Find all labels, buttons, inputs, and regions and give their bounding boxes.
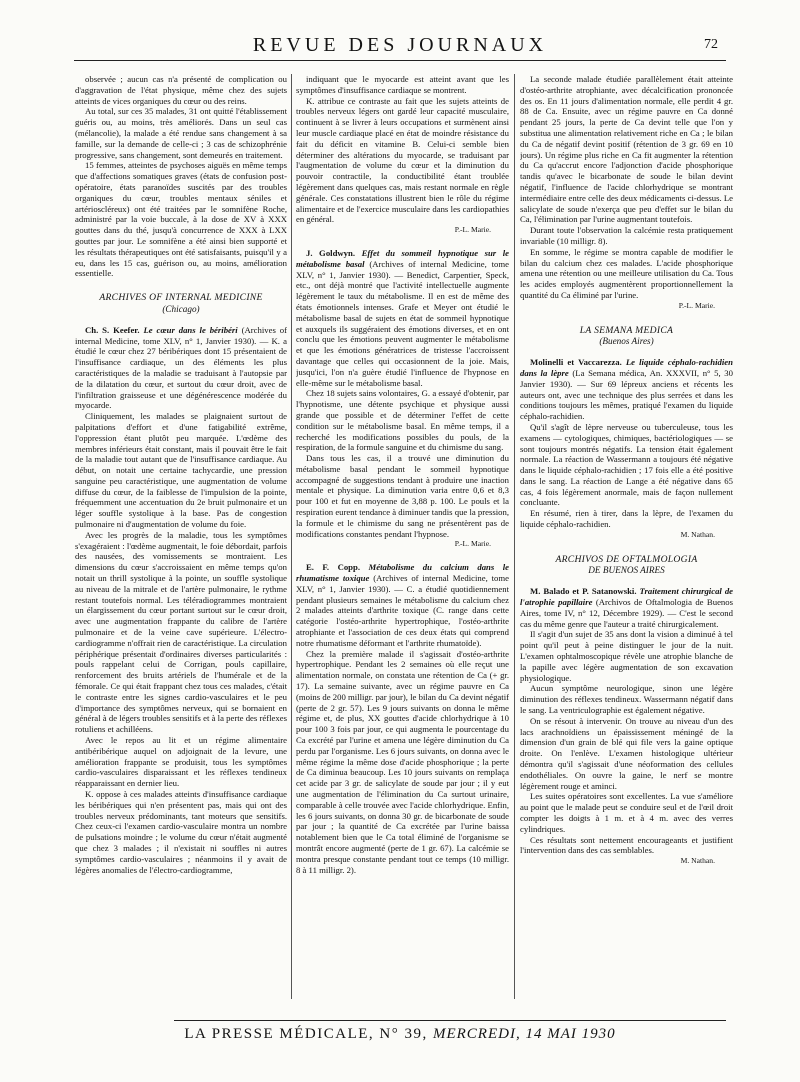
article-author: Molinelli et Vaccarezza. <box>530 357 622 368</box>
page-header <box>0 30 800 60</box>
article-title: Effet du sommeil hypnotique sur le métabolisme basal <box>296 247 509 269</box>
article-body: (La Semana médica, An. XXXVII, n° 5, 30 Janvier 1930). — Sur 69 lépreux anciens et récents les auteurs ont, avec une technique des plus serrées et dans les conditions toujours les mêmes, pratiqué l'examen du liquide céphalo-rachidien. <box>520 367 733 422</box>
paragraph: Chez la première malade il s'agissait d'ostéo-arthrite hypertrophique. Pendant les 2 semaines où elle reçut une alimentation normale, on constata une rétention de Ca (+ gr. 17). La semaine suivante, avec un régime pauvre en Ca (moins de 200 milligr. par jour), le bilan du Ca devint négatif (perte de 2 gr. 57). Les 9 jours suivants on donna le même régime et, de plus, XX gouttes d'acide chlorhydrique à 10 pour 100 3 fois par jour, ce qui augmenta le pourcentage du Ca excrété par l'urine et amena une légère diminution du Ca perdu par l'organisme. Les 6 jours suivants, on donna avec le même régime la même dose d'acide phosphorique ; la perte de Ca diminua beaucoup. Les 10 jours suivants on remplaça cet acide par 3 gr. de salicylate de soude par jour ; il y eut une augmentation de l'élimination du Ca surtout urinaire, comparable à celle trouvée avec l'acide chlorhydrique. Enfin, les 6 jours suivants, on donna 30 gr. de bicarbonate de soude par jour ; la quantité de Ca excrétée par l'urine baissa notablement bien que le Ca total éliminé de l'organisme se montrât encore augmenté (perte de 1 gr. 67). La calcémie se montra presque constante pendant tout ce temps (10 milligr. 8 à 11 milligr. 2). <box>296 648 509 875</box>
section-heading-archivos-oftalmologia: ARCHIVOS DE OFTALMOLOGIA <box>555 553 698 565</box>
article-title: Traitement chirurgical de l'atrophie papillaire <box>520 586 733 608</box>
section-heading-semana-medica: LA SEMANA MEDICA <box>579 324 674 336</box>
issue-number: N° 39, <box>379 1026 428 1042</box>
signature: P.-L. Marie. <box>678 300 715 310</box>
paragraph: La seconde malade étudiée parallèlement était atteinte d'ostéo-arthrite atrophiante, avec décalcification prononcée des os. En 11 jours d'alimentation normale, elle perdit 4 gr. 88 de Ca. Ensuite, avec un régime pauvre en Ca donné pendant 25 jours, la perte de Ca devint telle que l'on y substitua une alimentation relativement riche en Ca ; le bilan du Ca de négatif devint positif (rétention de 3 gr. 69 en 10 jours). Un régime plus riche en Ca fit augmenter la rétention du Ca qu'accrut encore l'adjonction d'acide phosphorique tandis qu'avec le bicarbonate de soude le bilan devint négatif, l'influence de l'acide chlorhydrique se montrant intermédiaire entre celle des deux médicaments ci-dessus. Le salicylate de soude n'exerça que peu d'effet sur le bilan du Ca, l'élimination par l'urine augmentant toutefois. <box>520 74 733 225</box>
paragraph: En résumé, rien à tirer, dans la lèpre, de l'examen du liquide céphalo-rachidien. <box>520 508 733 530</box>
paragraph: K. attribue ce contraste au fait que les sujets atteints de troubles nerveux légers ont gardé leur capacité musculaire, continuent à se livrer à leurs occupations et surmènent ainsi leur muscle cardiaque placé en état de moindre résistance du fait du déficit en vitamine B. Celui-ci semble bien déterminer des altérations du myocarde, se traduisant par l'augmentation de volume du cœur et la diminution du pouvoir contractile, la conductibilité étant troublée légèrement dans quelques cas, mais restant normale en règle générale. Ces constatations illustrent bien le rôle du régime alimentaire et de l'exercice musculaire dans les cardiopathies en général. <box>296 95 509 225</box>
signature: M. Nathan. <box>680 529 715 539</box>
article-title: Le liquide céphalo-rachidien dans la lèpre <box>520 357 733 378</box>
column-divider <box>514 74 515 999</box>
paragraph: observée ; aucun cas n'a présenté de complication ou d'aggravation de l'état physique, même chez des sujets atteints de vices organiques du cœur ou des reins. <box>75 74 287 106</box>
article-body: (Archivos de Oftalmologia de Buenos Aires, tome IV, n° 12, Décembre 1929). — C'est le second cas du même genre que l'auteur a traité chirurgicalement. <box>520 597 733 629</box>
article-title: Métabolisme du calcium dans le rhumatisme toxique <box>296 562 509 584</box>
paragraph: Avec le repos au lit et un régime alimentaire antibéribérique auquel on adjoignait de la levure, une amélioration frappante se produisit, tous les symptômes cardio-vasculaires disparaissant et les réflexes tendineux réapparaissant en dernier lieu. <box>75 735 287 789</box>
signature: M. Nathan. <box>680 856 715 866</box>
article-author: J. Goldwyn. <box>306 247 356 258</box>
column-left <box>75 74 287 999</box>
paragraph: Cliniquement, les malades se plaignaient surtout de palpitations d'effort et d'une fatigabilité extrême, l'oppression étant plutôt peu marquée. L'œdème des membres inférieurs était constant, mais il pouvait être le fait de la maladie tout autant que de l'insuffisance cardiaque. Au début, on notait une certaine tachycardie, une pression sanguine peu caractéristique, une augmentation de volume diffuse du cœur, de la faiblesse de l'impulsion de la pointe, fréquemment une accentuation du 2e bruit pulmonaire et un léger souffle systolique à la base. Pas de congestion pulmonaire ni d'augmentation de volume du foie. <box>75 411 287 530</box>
article-balado <box>520 586 733 629</box>
paragraph: Ces résultats sont nettement encourageants et justifient l'intervention dans des cas semblables. <box>520 834 733 856</box>
footer-line <box>0 1026 800 1043</box>
page-number: 72 <box>704 37 718 52</box>
paragraph: 15 femmes, atteintes de psychoses aiguës en même temps que d'affections somatiques graves (états de confusion post-opératoire, états paranoïdes suscités par des troubles organiques du cœur, troubles mentaux séniles et artérioscléreux) ont été traitées par le somnifène Roche, administré par la voie buccale, à la dose de XV à XXX gouttes dans du thé, jusqu'à concurrence de XXX à LXX gouttes par jour. Le somnifène a été ainsi bien supporté et les résultats thérapeutiques ont été satisfaisants, puisqu'il y a eu, dans les 15 cas, guérison ou, au moins, amélioration essentielle. <box>75 160 287 279</box>
article-goldwyn <box>296 248 509 388</box>
issue-date: MERCREDI, 14 MAI 1930 <box>432 1026 616 1042</box>
article-molinelli <box>520 357 733 422</box>
signature: P.-L. Marie. <box>454 225 491 235</box>
article-author: M. Balado et P. Satanowski. <box>530 586 637 597</box>
paragraph: En somme, le régime se montra capable de modifier le bilan du calcium chez ces malades. L'acide phosphorique amena une rétention ou une meilleure utilisation du Ca. Tous les acides employés augmentèrent proportionnellement la quantité du Ca éliminé par l'urine. <box>520 246 733 300</box>
article-author: E. F. Copp. <box>306 562 361 573</box>
spacer <box>296 236 509 248</box>
section-subheading: DE BUENOS AIRES <box>588 565 665 576</box>
paragraph: Les suites opératoires sont excellentes. La vue s'améliore au point que le malade peut se conduire seul et de l'œil droit compter les doigts à 1 m. et à 4 m. avec des verres cylindriques. <box>520 791 733 834</box>
paragraph: indiquant que le myocarde est atteint avant que les symptômes d'insuffisance cardiaque se montrent. <box>296 74 509 95</box>
article-body: (Archives of internal Medicine, tome XLV, n° 1, Janvier 1930). — K. a étudié le cœur chez 27 béribériques dont 15 présentaient de l'insuffisance cardiaque, un des éléments les plus caractéristiques de la maladie se traduisant à l'autopsie par de la dilatation du cœur, et surtout du cœur droit, avec de l'infiltration graisseuse et une dégénérescence modérée du myocarde. <box>75 324 287 411</box>
journal-name: LA PRESSE MÉDICALE, <box>184 1026 375 1042</box>
section-subheading: (Chicago) <box>162 303 200 314</box>
article-copp <box>296 562 509 648</box>
paragraph: Avec les progrès de la maladie, tous les symptômes s'exagéraient : l'œdème augmentait, le foie débordait, parfois des nausées, des vomissements se montraient. Les dimensions du cœur s'accroissaient en même temps qu'on notait un thrill systolique à la pointe, un souffle systolique au niveau de la mitrale et de l'artère pulmonaire, le rythme restant toutefois normal. Les téléradiogrammes montraient un élargissement du cœur portant surtout sur le cœur droit, avec une augmentation frappante du calibre de l'artère pulmonaire et de la veine cave supérieure. L'électro-cardiogramme n'offrait rien de caractéristique. La circulation périphérique présentait d'ordinaires diverses particularités : pouls rappelant celui de Corrigan, pouls capillaire, renforcement des bruits artériels de l'humérale et de la fémorale. Ce qui était frappant chez tous ces malades, c'était le contraste entre les signes cardio-vasculaires et le peu d'importance des symptômes nerveux, qui se bornaient en général à de légers troubles sensitifs et à la perte des réflexes rotuliens et achilléens. <box>75 529 287 735</box>
paragraph: Chez 18 sujets sains volontaires, G. a essayé d'obtenir, par l'hypnotisme, une détente psychique et physique aussi grande que possible et de déterminer l'effet de cette condition sur le métabolisme basal. En même temps, il a recherché les modifications possibles du pouls, de la respiration, de la formule sanguine et du chimisme du sang. <box>296 388 509 453</box>
paragraph: On se résout à intervenir. On trouve au niveau d'un des lacs arachnoïdiens un épaississement méningé de la dimension d'un grain de blé qui file vers la gaine optique droite. On l'enlève. L'examen histologique ultérieur démontra qu'il s'agissait d'une néoformation des cellules endothéliales. On ouvre la gaine, le nerf se montre légèrement rouge et aminci. <box>520 715 733 791</box>
column-middle <box>296 74 509 999</box>
header-rule <box>74 60 726 61</box>
spacer <box>296 550 509 562</box>
paragraph: Durant toute l'observation la calcémie resta pratiquement invariable (10 milligr. 8). <box>520 225 733 246</box>
running-title: REVUE DES JOURNAUX <box>252 34 548 56</box>
footer-rule <box>174 1020 726 1021</box>
column-right <box>520 74 733 999</box>
article-keefer <box>75 325 287 411</box>
page-footer <box>0 1012 800 1042</box>
section-heading-archives-internal-medicine: ARCHIVES OF INTERNAL MEDICINE <box>99 292 263 304</box>
article-body: (Archives of internal Medicine, tome XLV, n° 1, Janvier 1930). — Benedict, Carpentier, Speck, etc., ont déjà montré que l'activité intellectuelle augmente légèrement le taux du métabolisme. Il en est de même des états émotionnels intenses. Grafe et Meyer ont étudié le métabolisme basal de sujets en état de sommeil hypnotique et auxquels ils suggéraient des émotions diverses, et en ont conclu que les émotions peuvent augmenter le métabolisme et que les émotions génératrices de tristesse l'accroissent davantage que celles qui occasionnent de la joie. Mais, jusqu'ici, l'on n'a guère étudié l'influence de l'hypnose en elle-même sur le métabolisme basal. <box>296 258 509 388</box>
column-divider <box>291 74 292 999</box>
paragraph: Dans tous les cas, il a trouvé une diminution du métabolisme basal pendant le sommeil hypnotique accompagné de suggestions tendant à produire une inaction mentale et physique. La diminution varia entre 0,6 et 8,3 pour 100 et fut en moyenne de 3,88 p. 100. Le pouls et la respiration eurent tendance à diminuer tandis que la pression, la formule et le chimisme du sang ne présentèrent pas de modifications constantes pendant l'hypnose. <box>296 453 509 539</box>
paragraph: Il s'agit d'un sujet de 35 ans dont la vision a diminué à tel point qu'il peut à peine distinguer le jour de la nuit. L'examen ophtalmoscopique révèle une atrophie blanche de la papille avec légère augmentation de son excavation physiologique. <box>520 629 733 683</box>
article-body: (Archives of internal Medicine, tome XLV, n° 1, Janvier 1930). — C. a étudié quotidiennement pendant plusieurs semaines le métabolisme du calcium chez 2 malades atteints d'arthrite toxique (C. range dans cette catégorie l'ostéo-arthrite hypertrophique, l'ostéo-arthrite atrophiante et l'association de ces deux états qui comprend notre rhumatisme déformant et l'arthrite rhumatoïde). <box>296 573 509 648</box>
paragraph: K. oppose à ces malades atteints d'insuffisance cardiaque les béribériques qui n'en présentent pas, mais qui ont des troubles nerveux prédominants, tant moteurs que sensitifs. Chez ceux-ci l'examen cardio-vasculaire montra un nombre de pulsations moindre ; le volume du cœur n'était augmenté que chez 3 malades ; il n'existait ni souffles ni autres symptômes cardio-vasculaires ; néanmoins il y avait de légères anomalies de l'électro-cardiogramme, <box>75 789 287 875</box>
paragraph: Au total, sur ces 35 malades, 31 ont quitté l'établissement guéris ou, au moins, très améliorés. Dans un seul cas (mélancolie), la malade a été rendue sans changement à sa famille, sur la demande de celle-ci ; 3 cas de schizophrénie progressive, sans changement, sont demeurés en traitement. <box>75 106 287 160</box>
paragraph: Aucun symptôme neurologique, sinon une légère diminution des réflexes tendineux. Wassermann négatif dans le sang. La ventriculographie est également négative. <box>520 683 733 716</box>
article-author: Ch. S. Keefer. <box>85 324 140 335</box>
article-title: Le cœur dans le béribéri <box>143 324 238 335</box>
signature: P.-L. Marie. <box>454 539 491 549</box>
section-subheading: (Buenos Aires) <box>599 336 654 347</box>
paragraph: Qu'il s'agît de lèpre nerveuse ou tuberculeuse, tous les examens — cytologiques, chimiques, bactériologiques — se sont toujours montrés négatifs. La tension était également normale. La réaction de Wassermann a toujours été négative dans le liquide céphalo-rachidien ; 17 fois elle a été positive dans le sang. La réaction de Lange a été négative dans 65 cas, 4 fois légèrement anormale, mais de façon nullement concluante. <box>520 421 733 508</box>
